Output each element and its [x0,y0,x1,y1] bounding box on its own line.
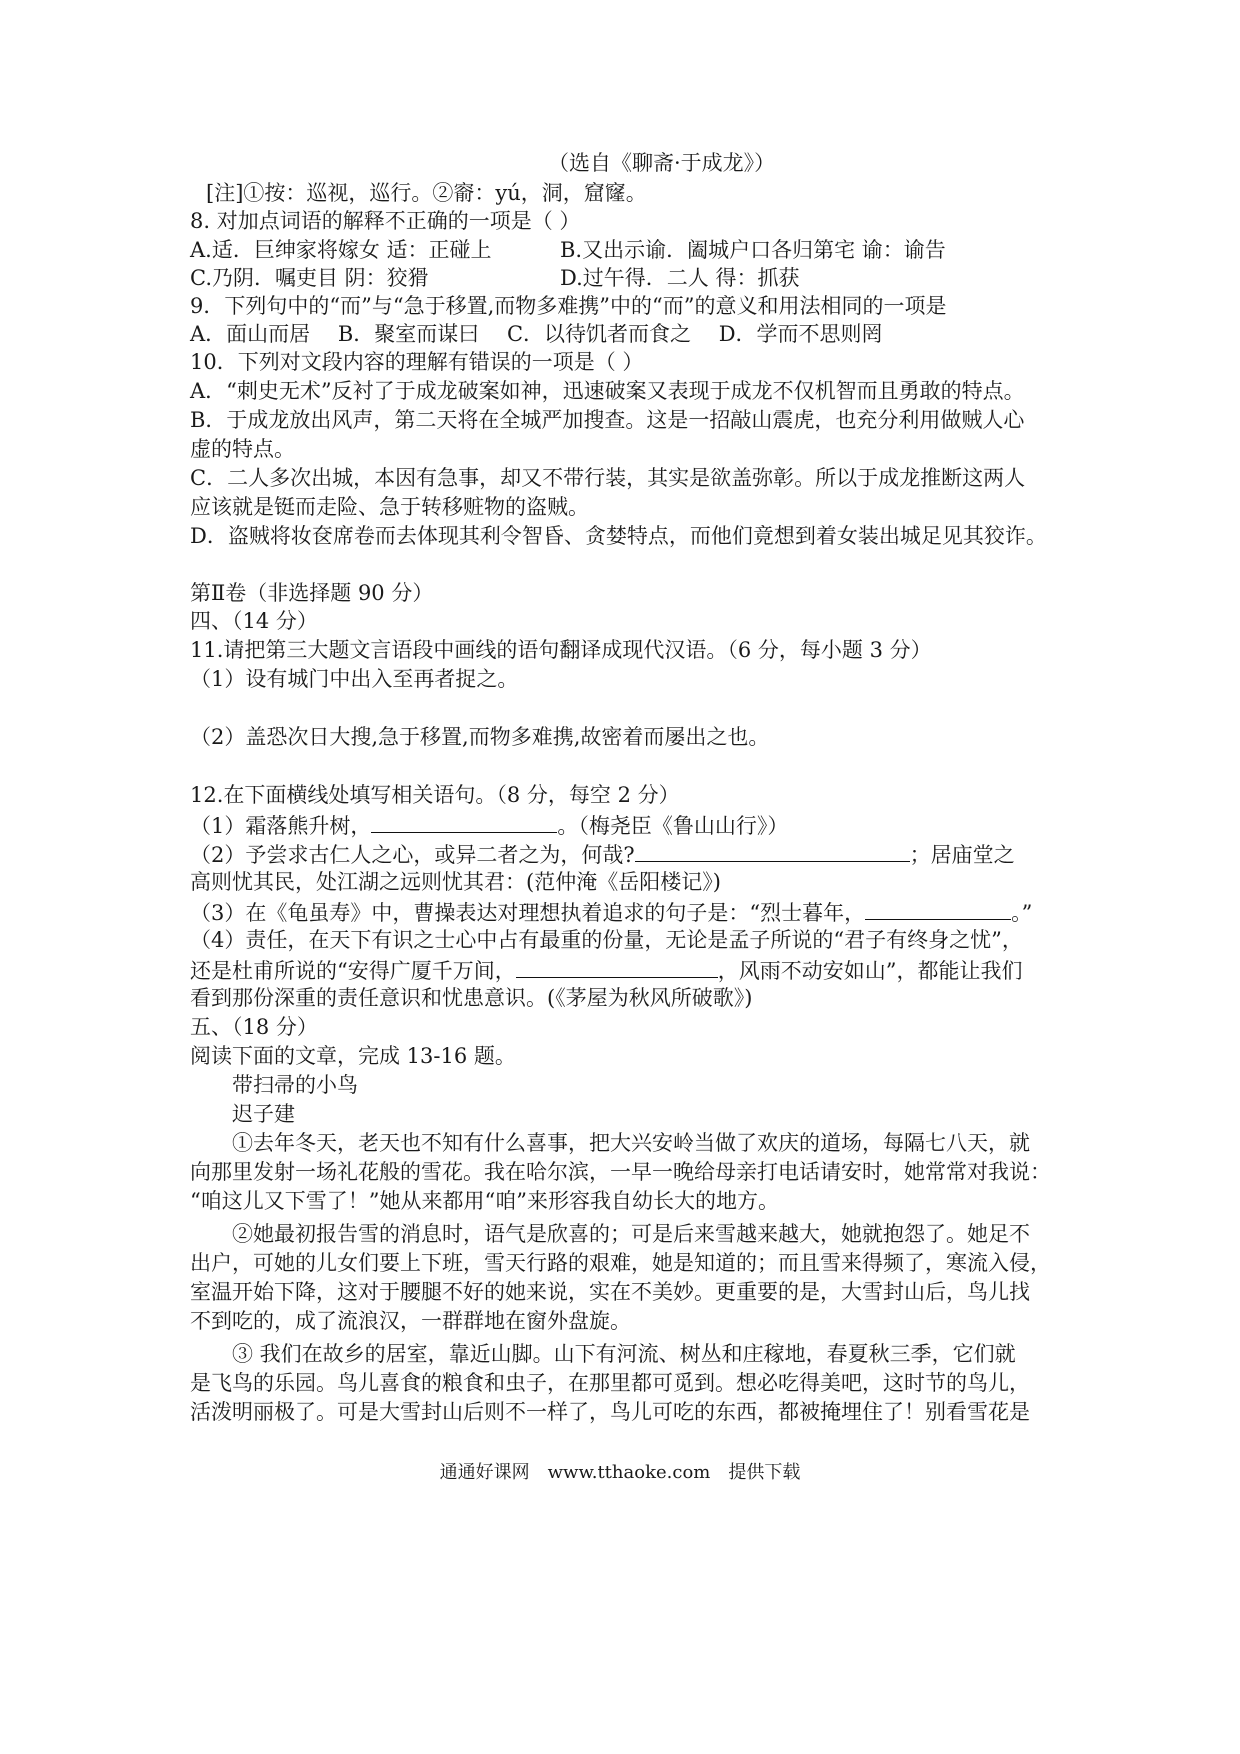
q12-item-1-source: 。（梅尧臣《鲁山山行》） [557,814,789,838]
answer-blank[interactable] [635,843,910,862]
article-title: 带扫帚的小鸟 [232,1073,358,1097]
q10-line: 虚的特点。 [190,437,295,461]
q12-item-4-end: 看到那份深重的责任意识和忧患意识。(《茅屋为秋风所破歌》) [190,986,753,1010]
q11-stem: 11.请把第三大题文言语段中画线的语句翻译成现代汉语。（6 分，每小题 3 分） [190,638,932,662]
answer-blank[interactable] [865,901,1011,920]
q10-line: 应该就是铤而走险、急于转移赃物的盗贼。 [190,495,589,519]
q10-line: A．“刺史无术”反衬了于成龙破案如神，迅速破案又表现于成龙不仅机智而且勇敢的特点。 [190,379,1025,403]
article-line: ②她最初报告雪的消息时，语气是欣喜的；可是后来雪越来越大，她就抱怨了。她足不 [232,1222,1030,1246]
annotation-note: [注]①按：巡视，巡行。②窬：yú，洞，窟窿。 [206,181,647,205]
q10-line: C．二人多次出城，本因有急事，却又不带行装，其实是欲盖弥彰。所以于成龙推断这两人 [190,466,1026,490]
q8-option-a: A.适．巨绅家将嫁女 适：正碰上 [190,238,492,262]
article-line: 出户，可她的儿女们要上下班，雪天行路的艰难，她是知道的；而且雪来得频了，寒流入侵， [190,1251,1051,1275]
article-line: 不到吃的，成了流浪汉，一群群地在窗外盘旋。 [190,1309,631,1333]
q12-item-2-text: （2）予尝求古仁人之心，或异二者之为，何哉? [190,843,635,867]
q11-sentence-2: （2）盖恐次日大搜,急于移置,而物多难携,故密着而屡出之也。 [190,725,770,749]
q8-stem: 8. 对加点词语的解释不正确的一项是（ ） [190,209,581,233]
article-line: ③ 我们在故乡的居室，靠近山脚。山下有河流、树丛和庄稼地，春夏秋三季，它们就 [232,1342,1016,1366]
article-line: 是飞鸟的乐园。鸟儿喜食的粮食和虫子，在那里都可觅到。想必吃得美吧，这时节的鸟儿， [190,1371,1030,1395]
part2-title: 第Ⅱ卷（非选择题 90 分） [190,581,434,605]
section-five-heading: 五、（18 分） [190,1015,318,1039]
q12-item-4-text: 还是杜甫所说的“安得广厦千万间， [190,959,516,983]
q12-item-4: （4）责任，在天下有识之士心中占有最重的份量，无论是孟子所说的“君子有终身之忧”， [190,928,1023,952]
q12-item-2 [190,843,1015,866]
article-line: “咱这儿又下雪了！”她从来都用“咱”来形容我自幼长大的地方。 [190,1189,779,1213]
q12-item-3-tail: 。” [1011,901,1033,925]
q10-line: B．于成龙放出风声，第二天将在全城严加搜查。这是一招敲山震虎，也充分利用做贼人心 [190,408,1025,432]
q9-options: A．面山而居 B．聚室而谋曰 C．以待饥者而食之 D．学而不思则罔 [190,322,883,346]
article-line: 室温开始下降，这对于腰腿不好的她来说，实在不美妙。更重要的是，大雪封山后，鸟儿找 [190,1280,1030,1304]
q10-stem: 10．下列对文段内容的理解有错误的一项是（ ） [190,350,644,374]
q12-item-4-cont [190,959,1023,982]
source-line: （选自《聊斋·于成龙》） [548,151,776,175]
reading-instruction: 阅读下面的文章，完成 13-16 题。 [190,1044,516,1068]
q8-option-b: B.又出示谕．阖城户口各归第宅 谕：谕告 [560,238,946,262]
q12-item-1-text: （1）霜落熊升树， [190,814,372,838]
section-four-heading: 四、（14 分） [190,609,318,633]
q10-line: D．盗贼将妆奁席卷而去体现其利令智昏、贪婪特点，而他们竟想到着女装出城足见其狡诈。 [190,524,1047,548]
article-line: 向那里发射一场礼花般的雪花。我在哈尔滨，一早一晚给母亲打电话请安时，她常常对我说： [190,1160,1051,1184]
article-line: 活泼明丽极了。可是大雪封山后则不一样了，鸟儿可吃的东西，都被掩埋住了！别看雪花是 [190,1400,1030,1424]
q12-item-2-tail: ；居庙堂之 [909,843,1015,867]
answer-blank[interactable] [516,959,718,978]
page-footer: 通通好课网 www.tthaoke.com 提供下载 [439,1462,801,1483]
q12-item-2-cont: 高则忧其民，处江湖之远则忧其君：(范仲淹《岳阳楼记》) [190,870,721,894]
article-author: 迟子建 [232,1102,295,1126]
q9-stem: 9．下列句中的“而”与“急于移置,而物多难携”中的“而”的意义和用法相同的一项是 [190,294,947,318]
q12-item-3 [190,901,1032,924]
q12-item-4-tail: ，风雨不动安如山”，都能让我们 [717,959,1023,983]
q11-sentence-1: （1）设有城门中出入至再者捉之。 [190,667,519,691]
q8-option-c: C.乃阴．嘱吏目 阴：狡猾 [190,266,429,290]
answer-blank[interactable] [371,814,557,833]
q12-item-3-text: （3）在《龟虽寿》中，曹操表达对理想执着追求的句子是：“烈士暮年， [190,901,866,925]
q12-stem: 12.在下面横线处填写相关语句。（8 分，每空 2 分） [190,783,680,807]
q12-item-1 [190,814,788,837]
article-line: ①去年冬天，老天也不知有什么喜事，把大兴安岭当做了欢庆的道场，每隔七八天，就 [232,1131,1030,1155]
q8-option-d: D.过午得．二人 得：抓获 [560,266,800,290]
